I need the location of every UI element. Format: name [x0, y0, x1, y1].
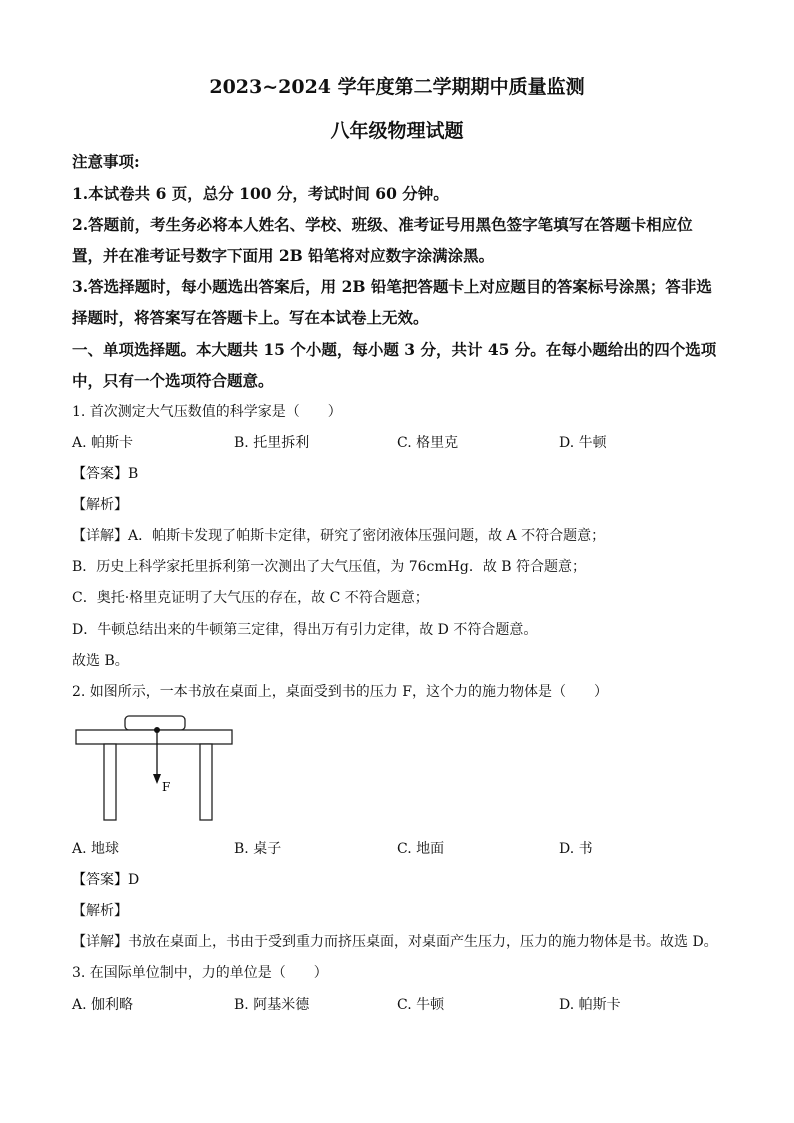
section-1-heading-cont: 中，只有一个选项符合题意。 — [72, 371, 274, 390]
q1-detail-4: D．牛顿总结出来的牛顿第三定律，得出万有引力定律，故 D 不符合题意。 — [72, 622, 538, 638]
q1-detail-1: 【详解】A．帕斯卡发现了帕斯卡定律，研究了密闭液体压强问题，故 A 不符合题意； — [72, 528, 606, 544]
q1-detail-3: C．奥托·格里克证明了大气压的存在，故 C 不符合题意； — [72, 590, 429, 606]
q1-conclusion: 故选 B。 — [72, 653, 129, 669]
note-1: 1.本试卷共 6 页，总分 100 分，考试时间 60 分钟。 — [72, 184, 449, 203]
table-leg-right — [200, 744, 212, 820]
note-3-line-2: 择题时，将答案写在答题卡上。写在本试卷上无效。 — [72, 308, 429, 327]
q2-option-d: D. 书 — [559, 841, 593, 857]
q1-detail-2: B．历史上科学家托里拆利第一次测出了大气压值，为 76cmHg．故 B 符合题意； — [72, 559, 587, 575]
q2-option-c: C. 地面 — [397, 841, 445, 857]
section-1-heading: 一、单项选择题。本大题共 15 个小题，每小题 3 分，共计 45 分。在每小题给出的四个选项 — [72, 340, 717, 359]
exam-subtitle: 八年级物理试题 — [330, 120, 464, 142]
q2-detail-1: 【详解】书放在桌面上，书由于受到重力而挤压桌面，对桌面产生压力，压力的施力物体是书。故选 D。 — [72, 934, 718, 950]
q3-option-b: B. 阿基米德 — [234, 997, 310, 1013]
q1-option-c: C. 格里克 — [397, 435, 459, 451]
book-on-table-figure — [72, 712, 238, 824]
q2-option-a: A. 地球 — [72, 841, 120, 857]
q2-analysis-tag: 【解析】 — [72, 903, 128, 919]
notes-heading: 注意事项: — [72, 152, 140, 171]
q1-option-d: D. 牛顿 — [559, 435, 607, 451]
q1-answer — [72, 463, 138, 483]
q2-stem: 2. 如图所示，一本书放在桌面上，桌面受到书的压力 F，这个力的施力物体是（ ） — [72, 684, 608, 700]
force-label: F — [162, 780, 171, 794]
note-2-line-1: 2.答题前，考生务必将本人姓名、学校、班级、准考证号用黑色签字笔填写在答题卡相应位 — [72, 215, 693, 234]
table-leg-left — [104, 744, 116, 820]
q2-answer-value: D — [128, 872, 140, 888]
q1-analysis-tag: 【解析】 — [72, 497, 128, 513]
q3-stem: 3. 在国际单位制中，力的单位是（ ） — [72, 965, 328, 981]
q2-option-b: B. 桌子 — [234, 841, 282, 857]
exam-title: 2023~2024 学年度第二学期期中质量监测 — [209, 76, 585, 98]
note-2-line-2: 置，并在准考证号数字下面用 2B 铅笔将对应数字涂满涂黑。 — [72, 246, 495, 265]
q2-answer — [72, 869, 139, 889]
answer-tag: 【答案】 — [72, 466, 128, 482]
q1-stem: 1. 首次测定大气压数值的科学家是（ ） — [72, 404, 342, 420]
q3-option-d: D. 帕斯卡 — [559, 997, 621, 1013]
answer-tag: 【答案】 — [72, 872, 128, 888]
q3-option-c: C. 牛顿 — [397, 997, 445, 1013]
table-top-shape — [76, 730, 232, 744]
note-3-line-1: 3.答选择题时，每小题选出答案后，用 2B 铅笔把答题卡上对应题目的答案标号涂黑；答非选 — [72, 277, 712, 296]
q1-option-b: B. 托里拆利 — [234, 435, 310, 451]
q1-answer-value: B — [128, 466, 139, 482]
force-arrow-head — [153, 774, 161, 784]
q3-option-a: A. 伽利略 — [72, 997, 134, 1013]
q1-option-a: A. 帕斯卡 — [72, 435, 134, 451]
